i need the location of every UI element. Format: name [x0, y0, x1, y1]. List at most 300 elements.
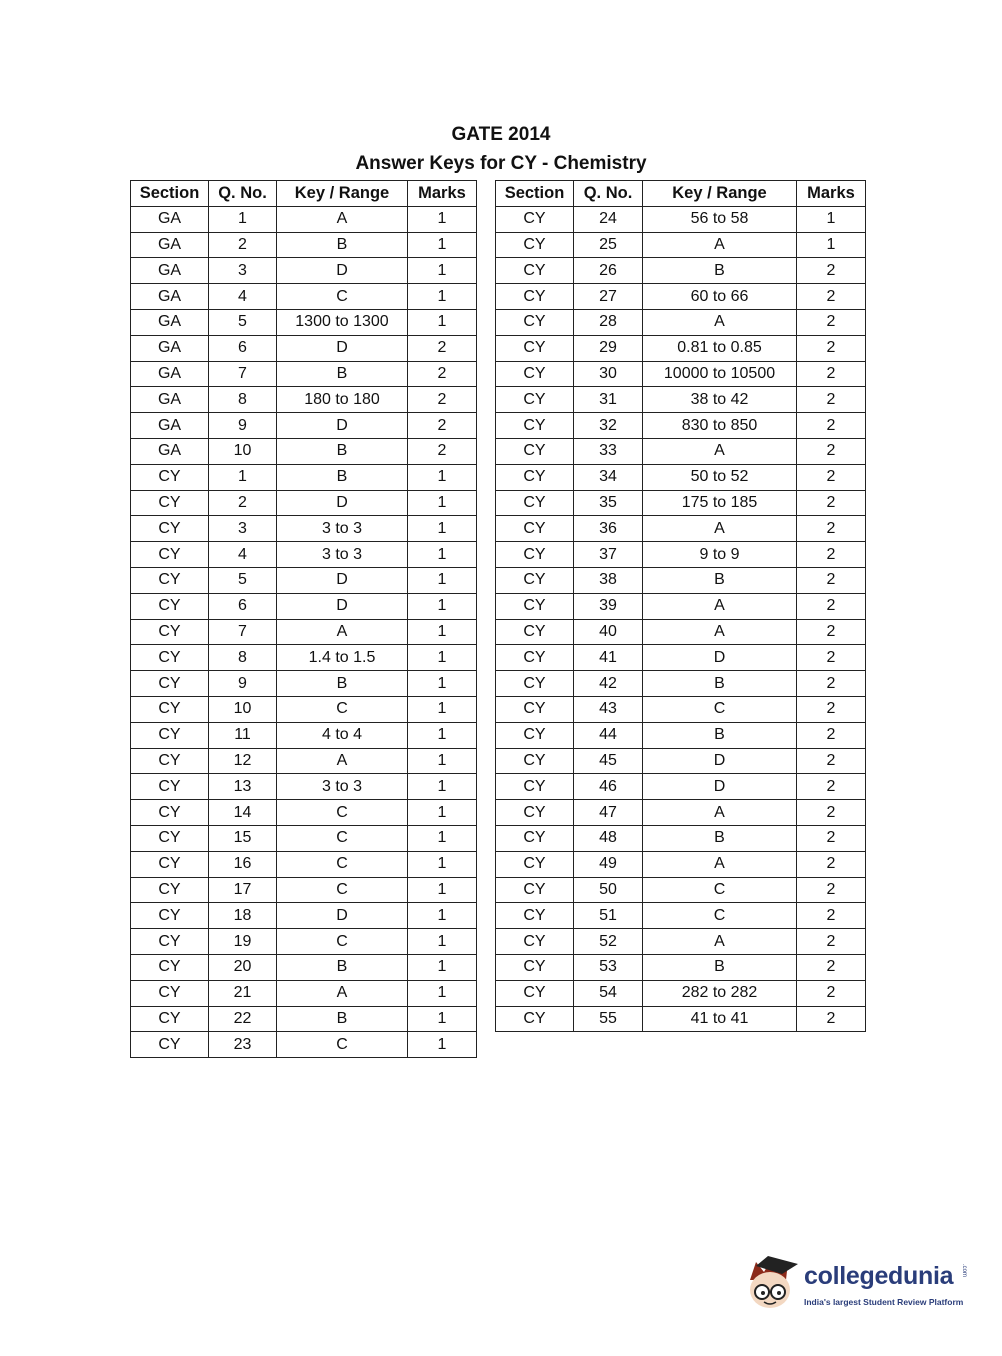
table-row [131, 206, 477, 232]
table-row [131, 413, 477, 439]
cell-key-range: A [277, 619, 408, 645]
cell-question-number: 30 [574, 361, 643, 387]
table-row [496, 567, 866, 593]
table-row [131, 232, 477, 258]
column-header-qno: Q. No. [209, 181, 277, 207]
cell-key-range: C [643, 903, 797, 929]
table-row [131, 877, 477, 903]
table-row [131, 1032, 477, 1058]
cell-key-range: 1300 to 1300 [277, 309, 408, 335]
cell-section: GA [131, 387, 209, 413]
cell-section: CY [496, 929, 574, 955]
cell-key-range: 3 to 3 [277, 542, 408, 568]
cell-key-range: 38 to 42 [643, 387, 797, 413]
cell-marks: 2 [797, 258, 866, 284]
cell-marks: 2 [797, 490, 866, 516]
cell-key-range: D [643, 645, 797, 671]
table-row [496, 954, 866, 980]
table-row [131, 800, 477, 826]
table-row [496, 206, 866, 232]
cell-marks: 1 [408, 464, 477, 490]
column-header-section: Section [496, 181, 574, 207]
cell-section: CY [496, 748, 574, 774]
table-row [131, 438, 477, 464]
table-row [496, 284, 866, 310]
cell-section: CY [131, 464, 209, 490]
cell-key-range: D [277, 413, 408, 439]
cell-question-number: 47 [574, 800, 643, 826]
cell-section: GA [131, 206, 209, 232]
cell-section: CY [131, 851, 209, 877]
cell-question-number: 20 [209, 954, 277, 980]
cell-question-number: 15 [209, 825, 277, 851]
cell-marks: 1 [408, 490, 477, 516]
cell-section: CY [496, 258, 574, 284]
cell-marks: 1 [408, 877, 477, 903]
cell-key-range: C [277, 696, 408, 722]
cell-section: CY [496, 413, 574, 439]
cell-key-range: 0.81 to 0.85 [643, 335, 797, 361]
table-row [131, 825, 477, 851]
cell-key-range: A [643, 851, 797, 877]
cell-section: GA [131, 232, 209, 258]
cell-marks: 2 [797, 567, 866, 593]
cell-key-range: A [643, 929, 797, 955]
table-row [131, 671, 477, 697]
cell-key-range: C [277, 929, 408, 955]
cell-key-range: 50 to 52 [643, 464, 797, 490]
cell-question-number: 17 [209, 877, 277, 903]
cell-section: CY [496, 851, 574, 877]
cell-section: CY [496, 361, 574, 387]
table-row [496, 774, 866, 800]
cell-key-range: 56 to 58 [643, 206, 797, 232]
table-row [496, 335, 866, 361]
cell-section: CY [496, 438, 574, 464]
cell-marks: 1 [408, 1006, 477, 1032]
table-row [131, 361, 477, 387]
cell-question-number: 37 [574, 542, 643, 568]
cell-key-range: 9 to 9 [643, 542, 797, 568]
cell-marks: 2 [797, 774, 866, 800]
cell-section: CY [496, 800, 574, 826]
cell-section: CY [496, 825, 574, 851]
cell-key-range: C [277, 825, 408, 851]
cell-question-number: 34 [574, 464, 643, 490]
table-row [131, 645, 477, 671]
cell-section: GA [131, 413, 209, 439]
cell-key-range: 4 to 4 [277, 722, 408, 748]
cell-question-number: 43 [574, 696, 643, 722]
cell-section: CY [131, 516, 209, 542]
cell-section: CY [131, 671, 209, 697]
cell-marks: 2 [797, 877, 866, 903]
cell-section: CY [496, 1006, 574, 1032]
cell-marks: 1 [408, 800, 477, 826]
cell-key-range: 180 to 180 [277, 387, 408, 413]
table-row [131, 284, 477, 310]
table-row [131, 490, 477, 516]
cell-question-number: 40 [574, 619, 643, 645]
cell-section: CY [496, 671, 574, 697]
cell-key-range: C [277, 284, 408, 310]
cell-marks: 2 [797, 929, 866, 955]
cell-section: CY [131, 542, 209, 568]
cell-section: CY [131, 645, 209, 671]
cell-section: CY [496, 490, 574, 516]
cell-key-range: 41 to 41 [643, 1006, 797, 1032]
cell-key-range: A [277, 206, 408, 232]
table-row [131, 980, 477, 1006]
cell-key-range: C [277, 1032, 408, 1058]
cell-marks: 2 [797, 800, 866, 826]
cell-key-range: A [643, 516, 797, 542]
cell-key-range: D [277, 903, 408, 929]
cell-question-number: 32 [574, 413, 643, 439]
cell-marks: 2 [797, 542, 866, 568]
cell-question-number: 46 [574, 774, 643, 800]
table-row [131, 619, 477, 645]
answer-table-left [130, 180, 477, 1058]
cell-section: CY [496, 464, 574, 490]
cell-marks: 2 [408, 413, 477, 439]
cell-question-number: 13 [209, 774, 277, 800]
cell-question-number: 10 [209, 438, 277, 464]
cell-section: CY [131, 980, 209, 1006]
table-row [496, 438, 866, 464]
table-row [496, 800, 866, 826]
cell-marks: 1 [797, 232, 866, 258]
cell-marks: 1 [408, 774, 477, 800]
cell-key-range: B [277, 671, 408, 697]
cell-question-number: 41 [574, 645, 643, 671]
cell-question-number: 53 [574, 954, 643, 980]
table-row [131, 258, 477, 284]
cell-marks: 2 [797, 696, 866, 722]
table-row [496, 722, 866, 748]
cell-key-range: B [643, 567, 797, 593]
cell-key-range: B [643, 825, 797, 851]
cell-question-number: 11 [209, 722, 277, 748]
cell-question-number: 9 [209, 671, 277, 697]
cell-marks: 1 [797, 206, 866, 232]
cell-question-number: 55 [574, 1006, 643, 1032]
cell-key-range: B [277, 464, 408, 490]
cell-marks: 2 [797, 438, 866, 464]
cell-question-number: 36 [574, 516, 643, 542]
cell-question-number: 9 [209, 413, 277, 439]
cell-marks: 2 [797, 309, 866, 335]
cell-section: CY [496, 722, 574, 748]
table-row [131, 567, 477, 593]
table-row [131, 464, 477, 490]
cell-question-number: 52 [574, 929, 643, 955]
cell-marks: 2 [797, 825, 866, 851]
cell-marks: 1 [408, 284, 477, 310]
cell-marks: 2 [797, 516, 866, 542]
cell-key-range: A [643, 593, 797, 619]
cell-question-number: 24 [574, 206, 643, 232]
cell-section: CY [496, 954, 574, 980]
table-row [131, 309, 477, 335]
cell-question-number: 8 [209, 645, 277, 671]
cell-section: CY [131, 903, 209, 929]
cell-marks: 2 [408, 438, 477, 464]
cell-section: CY [496, 335, 574, 361]
cell-marks: 2 [797, 387, 866, 413]
cell-section: CY [131, 696, 209, 722]
table-row [131, 387, 477, 413]
cell-question-number: 49 [574, 851, 643, 877]
cell-section: CY [496, 516, 574, 542]
cell-section: GA [131, 309, 209, 335]
table-row [496, 232, 866, 258]
cell-key-range: C [277, 800, 408, 826]
cell-question-number: 5 [209, 567, 277, 593]
cell-marks: 2 [797, 619, 866, 645]
cell-marks: 1 [408, 619, 477, 645]
cell-marks: 1 [408, 954, 477, 980]
table-row [496, 309, 866, 335]
cell-section: CY [496, 619, 574, 645]
cell-section: CY [131, 1032, 209, 1058]
cell-question-number: 42 [574, 671, 643, 697]
cell-key-range: A [643, 438, 797, 464]
cell-question-number: 4 [209, 284, 277, 310]
table-row [131, 929, 477, 955]
cell-marks: 2 [408, 335, 477, 361]
cell-marks: 2 [797, 980, 866, 1006]
cell-question-number: 48 [574, 825, 643, 851]
cell-section: GA [131, 284, 209, 310]
cell-key-range: A [643, 619, 797, 645]
cell-section: CY [496, 284, 574, 310]
cell-question-number: 21 [209, 980, 277, 1006]
cell-section: CY [496, 980, 574, 1006]
table-row [496, 490, 866, 516]
cell-section: CY [131, 619, 209, 645]
cell-key-range: A [643, 232, 797, 258]
cell-section: GA [131, 258, 209, 284]
cell-marks: 1 [408, 748, 477, 774]
cell-section: CY [496, 206, 574, 232]
cell-question-number: 31 [574, 387, 643, 413]
cell-question-number: 23 [209, 1032, 277, 1058]
cell-key-range: B [643, 722, 797, 748]
cell-section: GA [131, 361, 209, 387]
table-row [496, 877, 866, 903]
column-header-section: Section [131, 181, 209, 207]
cell-section: CY [496, 774, 574, 800]
table-row [496, 645, 866, 671]
cell-question-number: 2 [209, 490, 277, 516]
cell-key-range: B [277, 438, 408, 464]
cell-section: CY [496, 567, 574, 593]
cell-key-range: 175 to 185 [643, 490, 797, 516]
table-row [131, 335, 477, 361]
column-header-qno: Q. No. [574, 181, 643, 207]
cell-section: CY [131, 800, 209, 826]
cell-marks: 1 [408, 516, 477, 542]
cell-question-number: 1 [209, 464, 277, 490]
cell-key-range: 3 to 3 [277, 774, 408, 800]
cell-marks: 1 [408, 1032, 477, 1058]
table-row [496, 851, 866, 877]
collegedunia-logo [742, 1250, 972, 1320]
table-row [131, 851, 477, 877]
cell-marks: 1 [408, 232, 477, 258]
table-row [496, 619, 866, 645]
cell-key-range: C [277, 851, 408, 877]
cell-marks: 2 [797, 722, 866, 748]
cell-marks: 1 [408, 671, 477, 697]
cell-question-number: 5 [209, 309, 277, 335]
cell-marks: 2 [797, 413, 866, 439]
cell-key-range: D [277, 258, 408, 284]
cell-key-range: B [643, 258, 797, 284]
cell-section: GA [131, 335, 209, 361]
column-header-marks: Marks [797, 181, 866, 207]
table-row [131, 516, 477, 542]
cell-question-number: 8 [209, 387, 277, 413]
table-row [131, 748, 477, 774]
cell-marks: 2 [797, 954, 866, 980]
cell-question-number: 44 [574, 722, 643, 748]
cell-key-range: 10000 to 10500 [643, 361, 797, 387]
cell-section: CY [496, 645, 574, 671]
cell-section: CY [131, 954, 209, 980]
cell-key-range: A [277, 980, 408, 1006]
table-row [131, 593, 477, 619]
table-row [496, 929, 866, 955]
table-row [496, 593, 866, 619]
cell-marks: 1 [408, 722, 477, 748]
cell-question-number: 38 [574, 567, 643, 593]
table-row [131, 903, 477, 929]
cell-marks: 2 [797, 671, 866, 697]
table-row [496, 542, 866, 568]
cell-section: CY [496, 387, 574, 413]
cell-question-number: 14 [209, 800, 277, 826]
table-row [131, 696, 477, 722]
cell-key-range: B [643, 954, 797, 980]
cell-question-number: 7 [209, 361, 277, 387]
cell-question-number: 4 [209, 542, 277, 568]
column-header-marks: Marks [408, 181, 477, 207]
cell-key-range: C [277, 877, 408, 903]
cell-marks: 2 [797, 464, 866, 490]
cell-key-range: A [643, 309, 797, 335]
cell-question-number: 16 [209, 851, 277, 877]
cell-section: CY [131, 877, 209, 903]
cell-marks: 1 [408, 258, 477, 284]
cell-marks: 1 [408, 593, 477, 619]
cell-question-number: 27 [574, 284, 643, 310]
cell-question-number: 3 [209, 516, 277, 542]
cell-question-number: 28 [574, 309, 643, 335]
cell-marks: 1 [408, 903, 477, 929]
table-row [131, 542, 477, 568]
cell-marks: 2 [797, 1006, 866, 1032]
cell-key-range: C [643, 696, 797, 722]
table-row [496, 980, 866, 1006]
table-row [131, 774, 477, 800]
cell-section: CY [496, 542, 574, 568]
cell-question-number: 45 [574, 748, 643, 774]
cell-marks: 2 [797, 335, 866, 361]
logo-suffix: .com [961, 1264, 967, 1278]
logo-wordmark: collegedunia [804, 1262, 954, 1290]
cell-marks: 2 [797, 284, 866, 310]
cell-section: CY [496, 696, 574, 722]
page-title: GATE 2014 [451, 124, 551, 145]
table-row [496, 387, 866, 413]
cell-section: CY [131, 774, 209, 800]
cell-marks: 2 [408, 387, 477, 413]
column-header-key: Key / Range [277, 181, 408, 207]
cell-question-number: 6 [209, 593, 277, 619]
cell-marks: 1 [408, 542, 477, 568]
table-row [131, 954, 477, 980]
cell-marks: 1 [408, 696, 477, 722]
cell-marks: 2 [797, 361, 866, 387]
table-row [496, 516, 866, 542]
cell-key-range: D [643, 748, 797, 774]
page-subtitle: Answer Keys for CY - Chemistry [355, 153, 647, 174]
cell-marks: 1 [408, 567, 477, 593]
cell-marks: 2 [408, 361, 477, 387]
cell-section: GA [131, 438, 209, 464]
cell-question-number: 54 [574, 980, 643, 1006]
table-row [496, 671, 866, 697]
cell-question-number: 1 [209, 206, 277, 232]
cell-key-range: D [277, 567, 408, 593]
cell-marks: 2 [797, 903, 866, 929]
column-header-key: Key / Range [643, 181, 797, 207]
cell-key-range: B [277, 232, 408, 258]
cell-marks: 2 [797, 645, 866, 671]
cell-section: CY [496, 309, 574, 335]
cell-key-range: D [643, 774, 797, 800]
cell-section: CY [131, 748, 209, 774]
cell-marks: 2 [797, 851, 866, 877]
mascot-icon [742, 1250, 804, 1316]
cell-key-range: 60 to 66 [643, 284, 797, 310]
cell-section: CY [131, 490, 209, 516]
cell-question-number: 50 [574, 877, 643, 903]
cell-marks: 2 [797, 593, 866, 619]
cell-marks: 1 [408, 206, 477, 232]
cell-key-range: A [277, 748, 408, 774]
table-row [131, 722, 477, 748]
table-header-row [496, 181, 866, 207]
cell-key-range: C [643, 877, 797, 903]
cell-section: CY [496, 877, 574, 903]
table-row [496, 361, 866, 387]
table-row [496, 903, 866, 929]
cell-question-number: 3 [209, 258, 277, 284]
cell-question-number: 39 [574, 593, 643, 619]
cell-key-range: 3 to 3 [277, 516, 408, 542]
cell-key-range: B [277, 954, 408, 980]
cell-question-number: 2 [209, 232, 277, 258]
cell-question-number: 25 [574, 232, 643, 258]
cell-question-number: 7 [209, 619, 277, 645]
table-row [496, 1006, 866, 1032]
cell-section: CY [131, 1006, 209, 1032]
cell-marks: 1 [408, 929, 477, 955]
cell-section: CY [131, 929, 209, 955]
